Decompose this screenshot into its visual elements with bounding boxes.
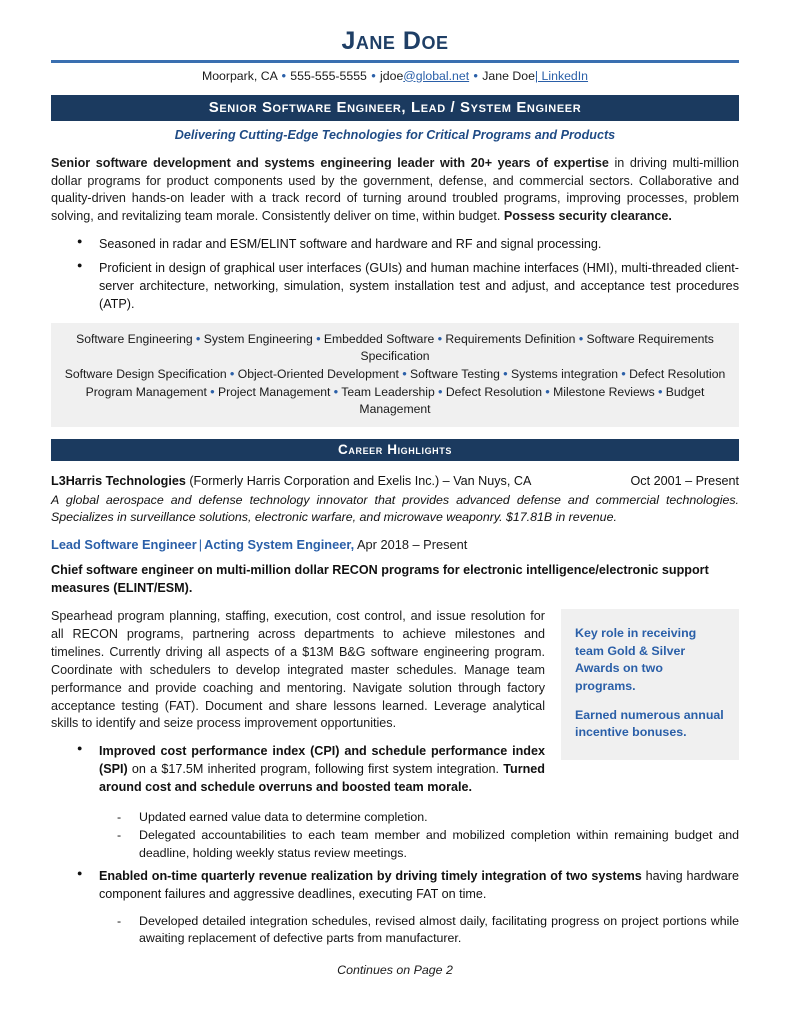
company-name: L3Harris Technologies [51,473,186,488]
list-item: ● Seasoned in radar and ESM/ELINT software and hardware and RF and signal processing. [51,236,739,254]
skill-item: Budget Management [359,384,705,417]
skill-separator: • [196,331,201,346]
skill-separator: • [578,331,584,346]
callout-item: Key role in receiving team Gold & Silver Awards on two programs. [575,626,697,693]
name-divider [51,60,739,63]
skill-item: Defect Resolution [445,384,543,399]
contact-email-user: jdoe [380,68,404,83]
skill-item: Software Requirements Specification [360,331,714,364]
core-competencies-box [51,323,739,427]
achievement-sublist-1 [51,809,739,862]
role-lead-statement: Chief software engineer on multi-million dollar RECON programs for electronic intelligence/electronic support measures (ELINT/ESM). [51,563,709,596]
role-title [51,537,739,552]
skills-line [55,366,735,384]
summary-body: in driving multi-million dollar programs for product components used by the government, defense, and commercial sectors. Collaborative and quality-driven hands-on leader with a track record of turning around troubled programs, improving processes, problem solving, and revitalizing team morale. Consistently deliver on time, within budget. [51,155,739,224]
skill-item: Software Engineering [76,331,193,346]
skill-separator: • [503,367,508,382]
achievement-body: having hardware component failures and aggressive deadlines, executing FAT on time. [99,868,739,901]
summary-bold-tail: Possess security clearance. [503,209,672,224]
achievement-bold-tail: Turned around cost and schedule overruns and boosted team morale. [99,762,545,795]
skills-line [55,331,735,366]
list-item: ● Proficient in design of graphical user interfaces (GUIs) and human machine interfaces (HMI), multi-threaded client-server architecture, networking, simulation, system installation test and adjust, and acceptance test procedures (ATP). [51,260,739,314]
skill-separator: • [621,367,626,382]
candidate-name: Jane Doe [341,27,449,55]
skills-line [55,384,735,419]
skill-item: Requirements Definition [445,331,576,346]
contact-separator-3: • [473,68,478,83]
list-item: - Developed detailed integration schedules, revised almost daily, facilitating progress on project portions while awaiting replacement of defective parts from manufacturer. [51,913,739,948]
list-item [51,868,739,904]
contact-location: Moorpark, CA [201,68,278,83]
tagline: Delivering Cutting-Edge Technologies for Critical Programs and Products [174,127,616,142]
achievement-body: on a $17.5M inherited program, following first system integration. [127,762,504,777]
skill-item: Defect Resolution [629,367,726,382]
list-item [51,743,739,797]
contact-separator-2: • [371,68,376,83]
skill-item: Program Management [85,384,207,399]
headline-bar: Senior Software Engineer, Lead / System Engineer [51,95,739,120]
achievement-bold-lead: Improved cost performance index (CPI) and schedule performance index (SPI) [99,744,545,777]
skill-item: Software Design Specification [64,367,227,382]
resume-content [51,28,739,977]
callout-item: Earned numerous annual incentive bonuses. [575,707,724,740]
contact-separator-1: • [281,68,286,83]
skill-separator: • [545,384,550,399]
company-row [51,473,739,490]
achievement-sublist-2 [51,913,739,948]
role-dates: Apr 2018 – Present [354,537,468,553]
role-title-pipe: | [198,537,203,553]
skill-separator: • [438,384,443,399]
skill-separator: • [333,384,339,399]
page-continuation-note: Continues on Page 2 [337,963,453,978]
skill-item: Embedded Software [323,331,435,346]
company-dates: Oct 2001 – Present [630,473,739,488]
skill-item: System Engineering [203,331,313,346]
skill-item: Software Testing [410,367,500,382]
list-item: - Updated earned value data to determine completion. [51,809,739,826]
contact-line [51,69,739,85]
skill-item: Milestone Reviews [553,384,655,399]
career-highlights-bar: Career Highlights [51,439,739,461]
skill-separator: • [210,384,215,399]
linkedin-link[interactable]: | LinkedIn [534,68,589,83]
skill-item: Systems integration [510,367,618,382]
contact-phone: 555-555-5555 [290,68,367,83]
achievement-list-2 [51,868,739,904]
skill-separator: • [437,331,442,346]
key-achievements-callout [561,609,739,760]
skill-separator: • [316,331,321,346]
skill-item: Team Leadership [341,384,435,399]
achievement-list-1 [51,743,739,797]
skill-item: Project Management [217,384,331,399]
skill-separator: • [402,367,407,382]
summary-bullet-list [51,236,739,314]
role-paragraph: Spearhead program planning, staffing, execution, cost control, and issue resolution for all RECON programs, partnering across departments to achieve milestones and timelines. Currently driving all aspects of a $13M B&G software engineering program. Coordinate with schedulers to develop integrated master schedules. Manage team performance and provide coaching and mentoring. Navigate solution through factory acceptance testing (FAT). Document and share lessons learned. Leverage analytical skills to identify and seize process improvement opportunities. [51,609,545,731]
linkedin-name: Jane Doe [482,68,535,83]
role-title-secondary: Acting System Engineer, [204,537,355,553]
list-item: - Delegated accountabilities to each team member and mobilized completion within remaining budget and deadline, holding weekly status review meetings. [51,827,739,862]
skill-separator: • [230,367,235,382]
achievement-bold-lead: Enabled on-time quarterly revenue realization by driving timely integration of two systems [99,868,642,883]
summary-bold-lead: Senior software development and systems engineering leader with 20+ years of expertise [51,155,609,170]
email-link[interactable]: @global.net [403,68,470,83]
summary-paragraph [51,155,739,227]
company-description: A global aerospace and defense technology innovator that provides advanced defense and commercial technologies. Specializes in surveillance solutions, electronic warfare, and microwave weaponry. $17.81B in revenue. [51,492,739,525]
company-former: (Formerly Harris Corporation and Exelis Inc.) – Van Nuys, CA [185,473,532,488]
skill-item: Object-Oriented Development [237,367,399,382]
skill-separator: • [658,384,663,399]
role-title-primary: Lead Software Engineer [51,537,197,553]
